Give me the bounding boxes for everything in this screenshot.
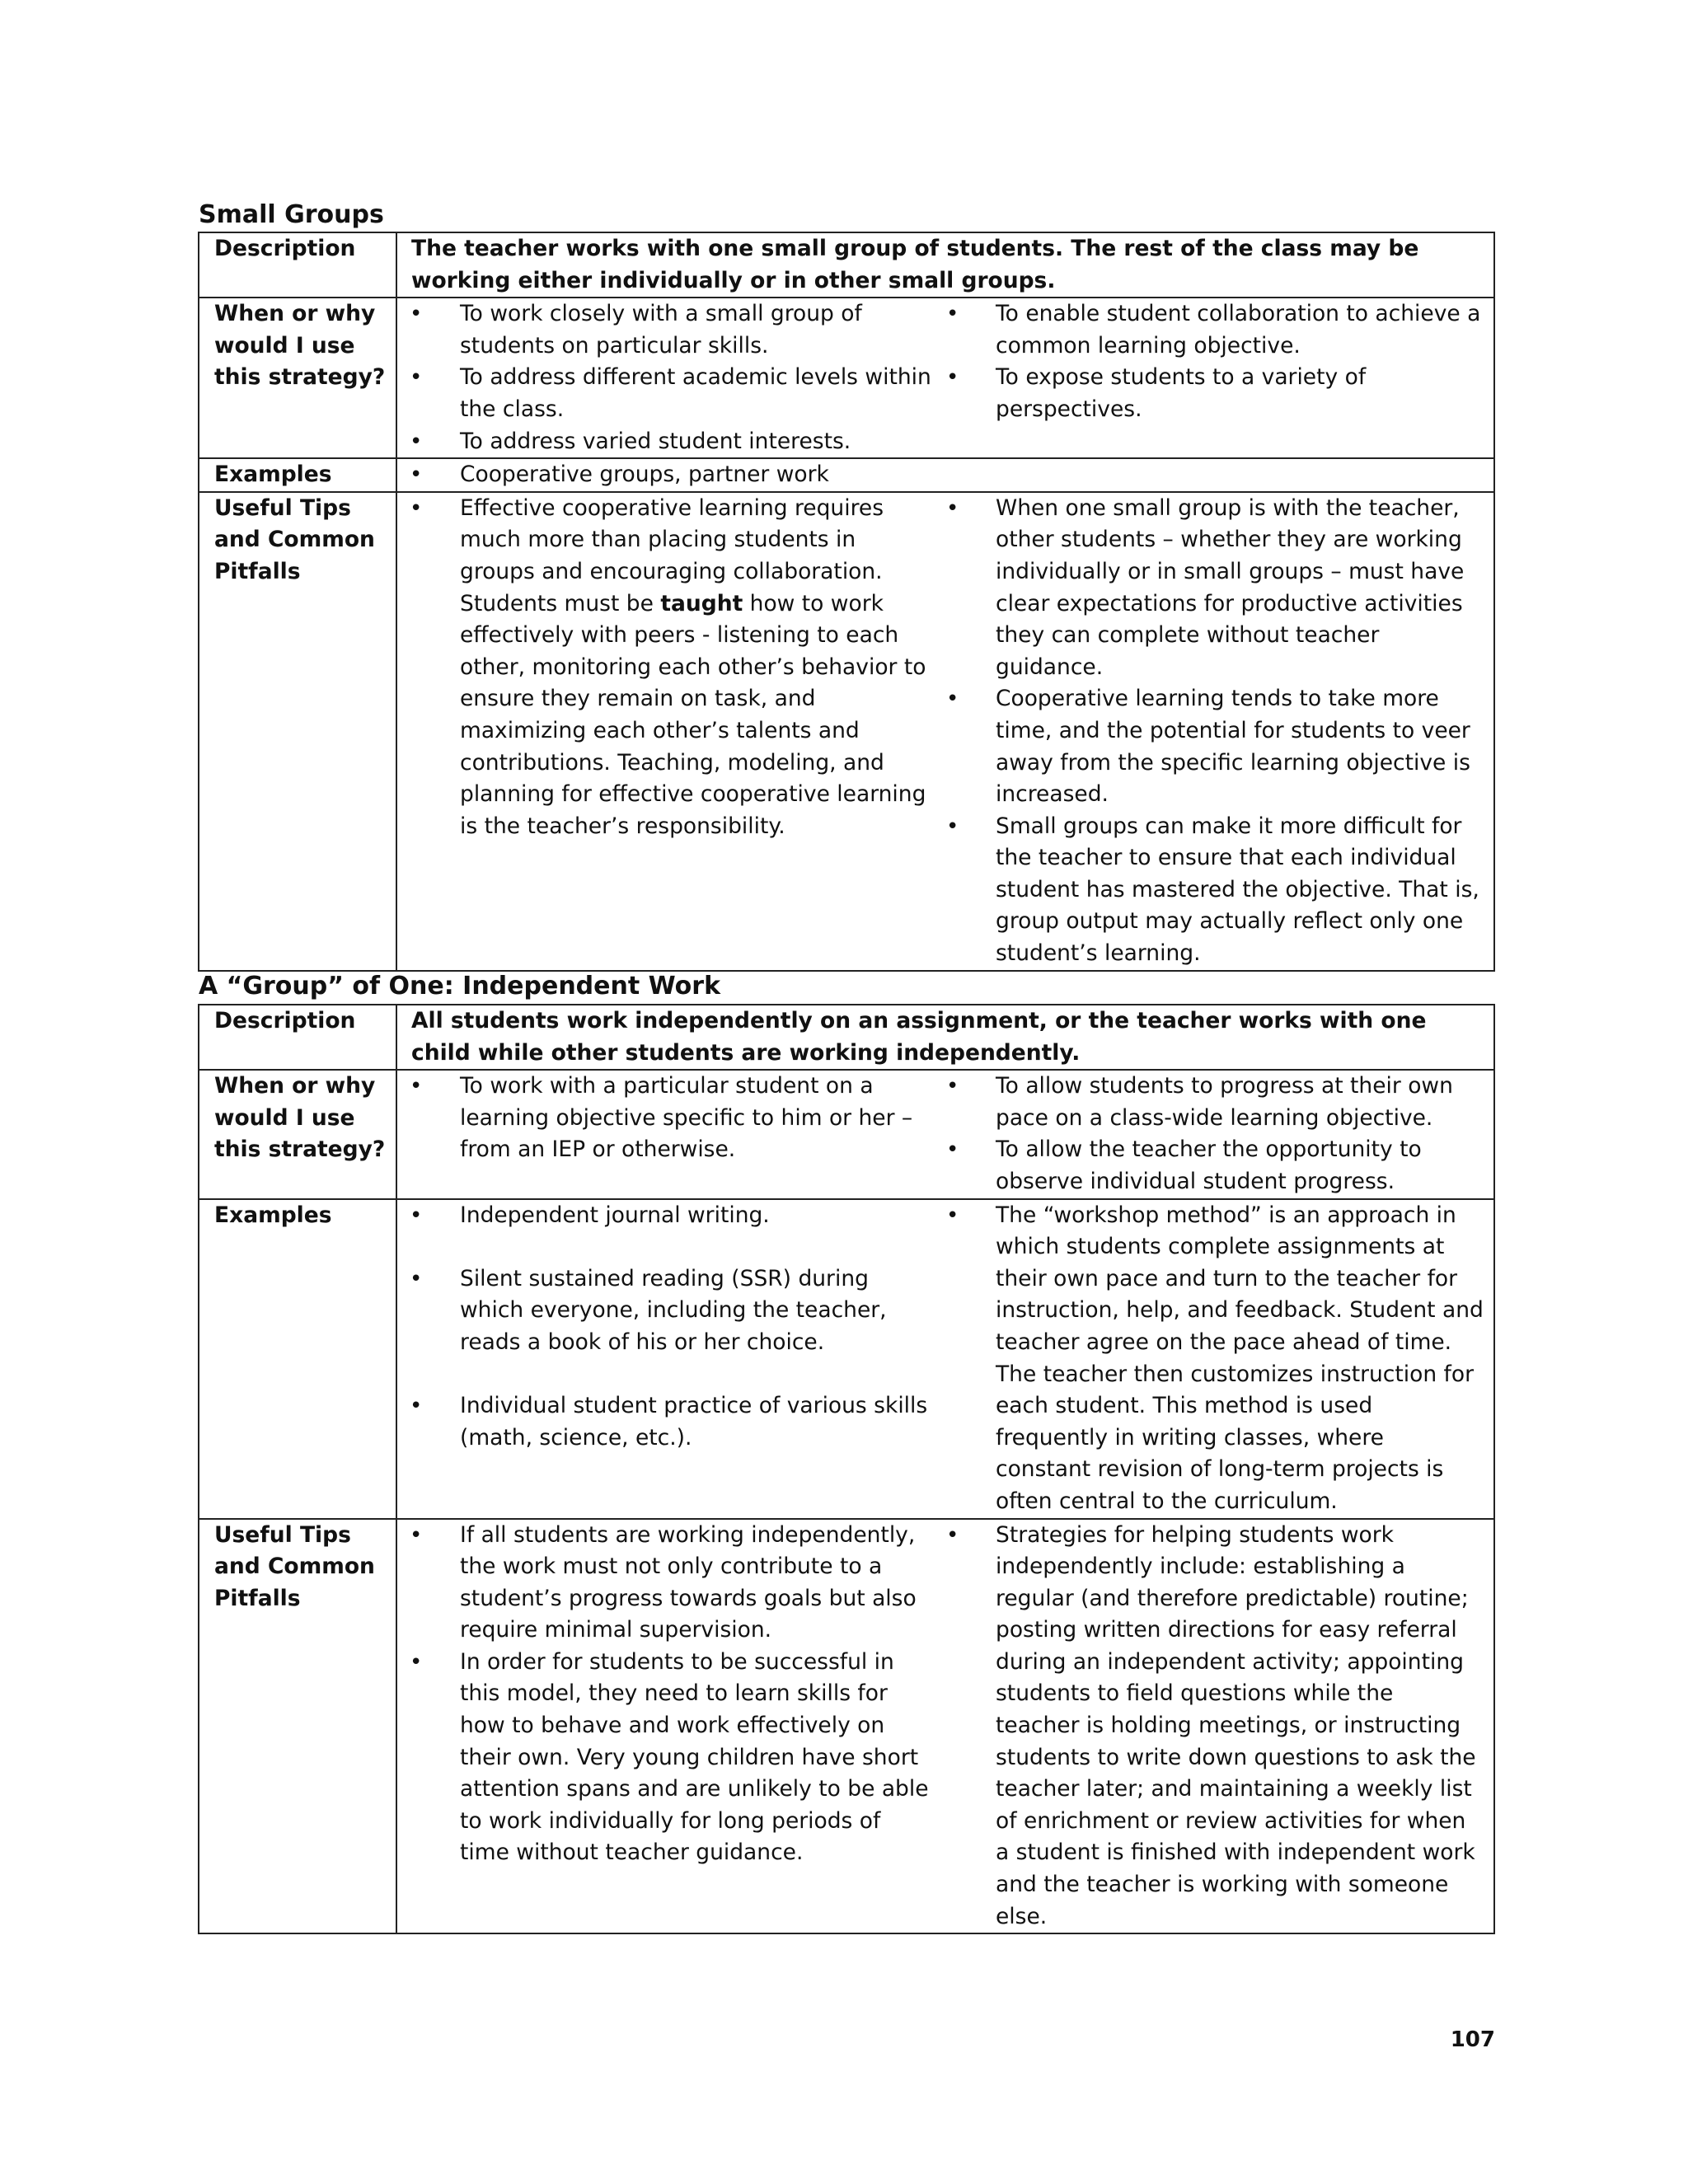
- list-item: • To address different academic levels within the class.: [397, 362, 935, 425]
- list-item: • Strategies for helping students work independently include: establishing a regular (and therefore predictable) routine; posting written directions for easy referral during an independent activity; appointing students to field questions while the teacher is holding meetings, or instructing students to write down questions to ask the teacher later; and maintaining a weekly list of enrichment or review activities for when a student is finished with independent work and the teacher is working with someone else.: [946, 1520, 1484, 1933]
- description-label: Description: [199, 1005, 396, 1070]
- examples-label: Examples: [199, 458, 396, 492]
- list-item: • The “workshop method” is an approach in which students complete assignments at their own pace and turn to the teacher for instruction, help, and feedback. Student and teacher agree on the pace ahead of time. The teacher then customizes instruction for each student. This method is used frequently in writing classes, where constant revision of long-term projects is often central to the curriculum.: [946, 1200, 1484, 1518]
- description-row: [199, 1005, 1494, 1070]
- examples-row: [199, 458, 1494, 492]
- list-item: • Independent journal writing.: [397, 1200, 935, 1232]
- description-text: The teacher works with one small group of students. The rest of the class may be working either individually or in other small groups.: [396, 232, 1494, 298]
- list-item: • To expose students to a variety of perspectives.: [946, 362, 1484, 425]
- independent-work-table: [198, 1004, 1495, 1934]
- list-item: • To work closely with a small group of students on particular skills.: [397, 298, 935, 362]
- when-row: [199, 298, 1494, 458]
- tip-text: how to work effectively with peers - listening to each other, monitoring each other’s behavior to ensure they remain on task, and maximizing each other’s talents and contributions. Teaching, modeling, and planning for effective cooperative learning is the teacher’s responsibility.: [460, 590, 926, 839]
- list-item: • Silent sustained reading (SSR) during which everyone, including the teacher, reads a book of his or her choice.: [397, 1263, 935, 1359]
- list-item: • To work with a particular student on a learning objective specific to him or her – from an IEP or otherwise.: [397, 1071, 935, 1166]
- when-label: When or why would I use this strategy?: [199, 1070, 396, 1198]
- when-label: When or why would I use this strategy?: [199, 298, 396, 458]
- list-item: • If all students are working independently, the work must not only contribute to a student’s progress towards goals but also require minimal supervision.: [397, 1520, 935, 1647]
- description-row: [199, 232, 1494, 298]
- list-item: • To allow the teacher the opportunity to observe individual student progress.: [946, 1134, 1484, 1197]
- description-label: Description: [199, 232, 396, 298]
- list-item: • Cooperative learning tends to take more time, and the potential for students to veer away from the specific learning objective is increased.: [946, 683, 1484, 810]
- when-row: [199, 1070, 1494, 1198]
- description-text: All students work independently on an assignment, or the teacher works with one child while other students are working independently.: [396, 1005, 1494, 1070]
- small-groups-title: Small Groups: [199, 200, 384, 229]
- list-item: • Small groups can make it more difficult for the teacher to ensure that each individual student has mastered the objective. That is, group output may actually reflect only one student’s learning.: [946, 811, 1484, 970]
- tips-row: [199, 492, 1494, 971]
- list-item: • To address varied student interests.: [397, 426, 935, 458]
- independent-work-title: A “Group” of One: Independent Work: [199, 972, 721, 1001]
- examples-label: Examples: [199, 1199, 396, 1519]
- tips-label: Useful Tips and Common Pitfalls: [199, 1519, 396, 1934]
- tip-emphasis: taught: [660, 590, 743, 616]
- small-groups-table: [198, 232, 1495, 972]
- list-item: [397, 493, 935, 843]
- list-item: • Individual student practice of various skills (math, science, etc.).: [397, 1390, 935, 1454]
- tip-text: Effective cooperative learning requires much more than placing students in groups and encouraging collaboration. Students must be: [460, 494, 884, 616]
- examples-row: [199, 1199, 1494, 1519]
- list-item: • Cooperative groups, partner work: [397, 459, 1493, 491]
- list-item: • To allow students to progress at their own pace on a class-wide learning objective.: [946, 1071, 1484, 1134]
- list-item: • In order for students to be successful in this model, they need to learn skills for how to behave and work effectively on their own. Very young children have short attention spans and are unlikely to be able to work individually for long periods of time without teacher guidance.: [397, 1647, 935, 1869]
- tips-row: [199, 1519, 1494, 1934]
- list-item: • When one small group is with the teacher, other students – whether they are working individually or in small groups – must have clear expectations for productive activities they can complete without teacher guidance.: [946, 493, 1484, 684]
- list-item: • To enable student collaboration to achieve a common learning objective.: [946, 298, 1484, 362]
- page-number: 107: [1450, 2027, 1495, 2052]
- tips-label: Useful Tips and Common Pitfalls: [199, 492, 396, 971]
